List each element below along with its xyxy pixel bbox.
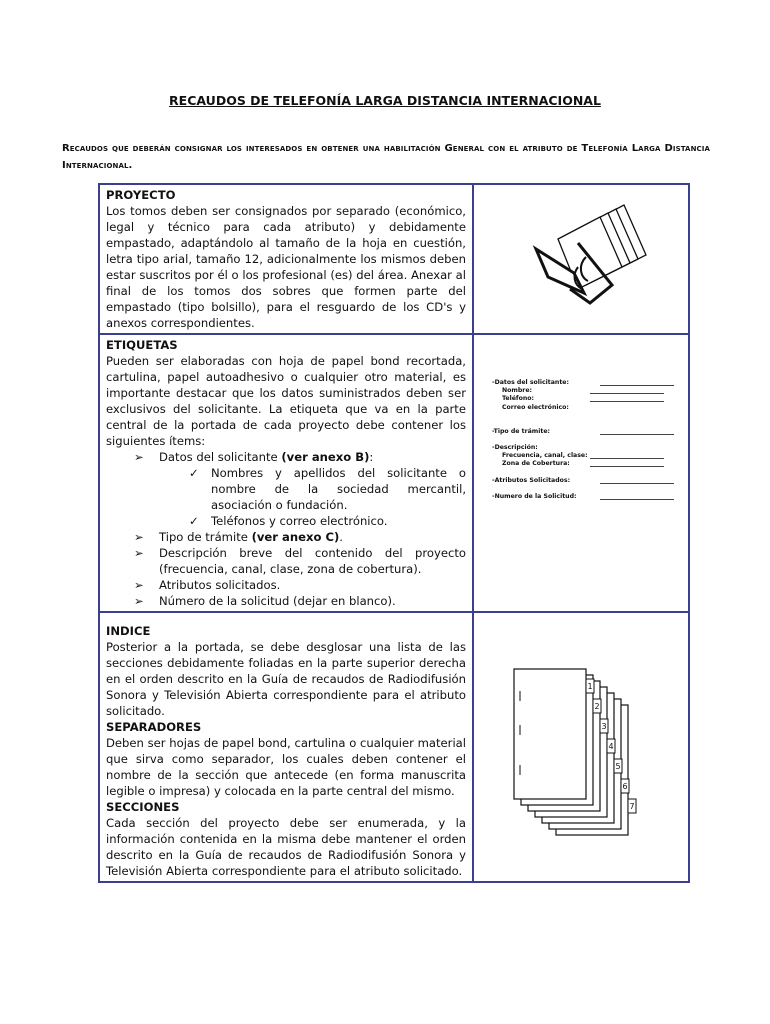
list-item: ➢ Tipo de trámite (ver anexo C). (134, 530, 343, 544)
divider-tab-number: 4 (608, 742, 614, 751)
form-row: -Descripción: (492, 443, 538, 451)
etiquetas-body: Pueden ser elaboradas con hoja de papel bond recortada, cartulina, papel autoadhesivo o cualquier otro material, es importante destacar que los datos suministrados deben ser exclusivos del solicitante. La etiqueta que va en la parte central de la portada de cada proyecto debe contener los siguientes ítems: (106, 354, 466, 448)
etiquetas-heading: ETIQUETAS (106, 338, 178, 352)
label-sample-cell (473, 334, 689, 612)
list-item: ✓ Teléfonos y correo electrónico. (189, 514, 388, 528)
secciones-heading: SECCIONES (106, 800, 180, 814)
intro-paragraph: Recaudos que deberán consignar los interesados en obtener una habilitación General con el atributo de Telefonía Larga Distancia Internacional. (62, 143, 710, 171)
requirements-table (98, 183, 690, 883)
list-item: ➢ Datos del solicitante (ver anexo B): ✓ Nombres y apellidos del solicitante o nombre de la sociedad mercantil, asociación o fundación. ✓ Teléfonos y correo electrónico. (106, 449, 466, 529)
tab-dividers-icon (474, 613, 686, 877)
proyecto-illustration-cell (473, 184, 689, 334)
check-bullet-icon: ✓ (189, 514, 199, 528)
arrow-bullet-icon: ➢ (134, 594, 144, 608)
form-row: Frecuencia, canal, clase: (492, 452, 678, 460)
form-row: -Datos del solicitante: (492, 379, 678, 387)
divider-tab-number: 7 (629, 802, 635, 811)
form-row: Zona de Cobertura: (492, 460, 678, 468)
label-sample (492, 379, 678, 501)
divider-tab-number: 1 (587, 682, 593, 691)
proyecto-body: Los tomos deben ser consignados por separado (económico, legal y técnico para cada atributo) y debidamente empastado, adaptándolo al tamaño de la hoja en cuestión, letra tipo arial, tamaño 12, adicionalmente los mismos deben estar suscritos por él o los profesional (es) del área. Anexar al final de los tomos dos sobres que formen parte del empastado (tipo bolsillo), para el resguardo de los CD's y anexos correspondientes. (106, 204, 466, 330)
etiquetas-list (106, 449, 466, 609)
list-item: ✓ Nombres y apellidos del solicitante o nombre de la sociedad mercantil, asociación o fundación. (189, 466, 466, 512)
table-row (99, 612, 689, 882)
form-row: -Atributos Solicitados: (492, 477, 678, 485)
form-row: -Tipo de trámite: (492, 428, 678, 436)
arrow-bullet-icon: ➢ (134, 530, 144, 544)
form-row: Teléfono: (492, 395, 678, 403)
indice-cell (99, 612, 473, 882)
indice-body: Posterior a la portada, se debe desglosar una lista de las secciones debidamente foliadas en la parte superior derecha en el orden descrito en la Guía de recaudos de Radiodifusión Sonora y Televisión Abierta correspondiente para el atributo solicitado. (106, 640, 466, 718)
table-row (99, 184, 689, 334)
list-item: ➢ Descripción breve del contenido del proyecto (frecuencia, canal, clase, zona de cobertura). (134, 546, 466, 576)
divider-tab-number: 2 (594, 702, 600, 711)
divider-sheet (514, 669, 594, 799)
bound-volumes-icon (474, 185, 686, 325)
arrow-bullet-icon: ➢ (134, 578, 144, 592)
separadores-body: Deben ser hojas de papel bond, cartulina o cualquier material que sirva como separador, los cuales deben contener el nombre de la sección que antecede (en forma manuscrita legible o impresa) y colocada en la parte central del mismo. (106, 736, 466, 798)
form-row: Correo electrónico: (502, 403, 569, 411)
separadores-heading: SEPARADORES (106, 720, 202, 734)
secciones-body: Cada sección del proyecto debe ser enumerada, y la información contenida en la misma debe mantener el orden descrito en la Guía de recaudos de Radiodifusión Sonora y Televisión Abierta correspondiente para el atributo solicitado. (106, 816, 466, 878)
divider-tab-number: 5 (615, 762, 621, 771)
divider-tab-number: 3 (601, 722, 607, 731)
check-bullet-icon: ✓ (189, 466, 199, 480)
etiquetas-cell (99, 334, 473, 612)
arrow-bullet-icon: ➢ (134, 546, 144, 560)
arrow-bullet-icon: ➢ (134, 450, 144, 464)
tab-dividers-cell (473, 612, 689, 882)
sub-list (106, 465, 466, 529)
table-row (99, 334, 689, 612)
proyecto-heading: PROYECTO (106, 188, 176, 202)
indice-heading: INDICE (106, 624, 151, 638)
document-title: RECAUDOS DE TELEFONÍA LARGA DISTANCIA INTERNACIONAL (169, 93, 601, 108)
form-row: -Numero de la Solicitud: (492, 493, 678, 501)
form-row: Nombre: (492, 387, 678, 395)
list-item: ➢ Número de la solicitud (dejar en blanco). (134, 594, 396, 608)
divider-tab-number: 6 (622, 782, 628, 791)
list-item: ➢ Atributos solicitados. (134, 578, 281, 592)
proyecto-cell (99, 184, 473, 334)
